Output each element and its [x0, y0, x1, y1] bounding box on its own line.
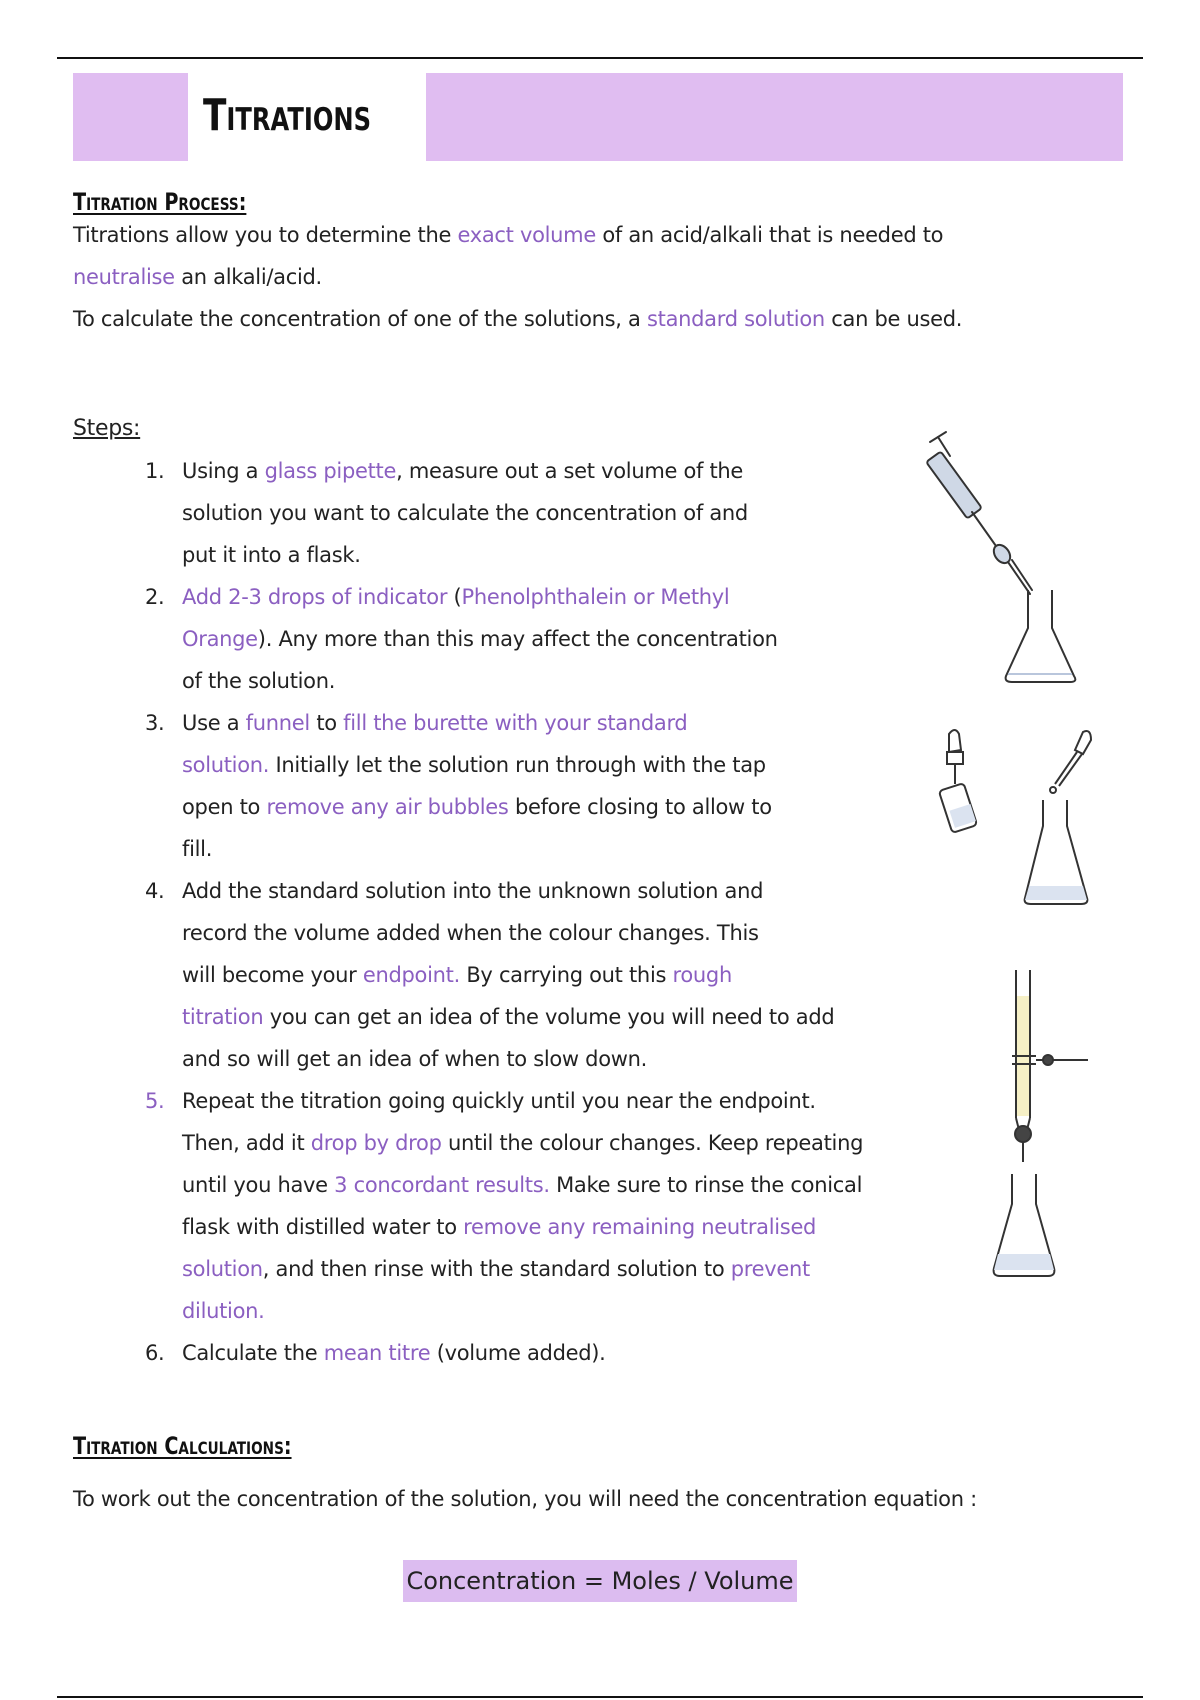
highlight-text: solution.: [182, 753, 270, 777]
body-text: flask with distilled water to: [182, 1215, 464, 1239]
page-title: Titrations: [203, 90, 372, 141]
body-text: Calculate the: [182, 1341, 324, 1365]
conical-flask-icon: [994, 1174, 1055, 1276]
body-text: (: [447, 585, 462, 609]
step-line: [182, 1038, 960, 1080]
highlight-text: 3 concordant results.: [334, 1173, 550, 1197]
step-line: [182, 870, 960, 912]
highlight-text: rough: [672, 963, 732, 987]
step-line: [182, 1248, 960, 1290]
body-text: ). Any more than this may affect the concentration: [257, 627, 778, 651]
body-text: (volume added).: [430, 1341, 606, 1365]
step-item: [140, 576, 960, 702]
body-text: Titrations allow you to determine the: [73, 223, 458, 247]
step-line: [182, 1122, 960, 1164]
body-text: an alkali/acid.: [174, 265, 322, 289]
conical-flask-icon: [1006, 590, 1076, 682]
step-line: [182, 1332, 960, 1374]
highlight-text: funnel: [245, 711, 310, 735]
body-text: can be used.: [824, 307, 963, 331]
highlight-text: remove any remaining neutralised: [463, 1215, 817, 1239]
step-line: [182, 492, 960, 534]
body-text: , measure out a set volume of the: [396, 459, 744, 483]
highlight-text: drop by drop: [310, 1131, 442, 1155]
body-text: Make sure to rinse the conical: [549, 1173, 863, 1197]
body-text: fill.: [182, 837, 213, 861]
step-line: [182, 450, 960, 492]
pipette-icon: [926, 432, 1032, 594]
equation-row: [0, 1560, 1200, 1602]
body-text: until you have: [182, 1173, 335, 1197]
highlight-text: standard solution: [647, 307, 825, 331]
body-text: Then, add it: [182, 1131, 311, 1155]
title-band-left: [73, 73, 188, 161]
concentration-equation: Concentration = Moles / Volume: [403, 1560, 796, 1602]
intro-line: [73, 256, 322, 298]
step-line: [182, 702, 960, 744]
step-line: [182, 1164, 960, 1206]
intro-line: [73, 298, 962, 340]
body-text: To calculate the concentration of one of the solutions, a: [73, 307, 647, 331]
step-line: [182, 1206, 960, 1248]
step-item: [140, 1080, 960, 1332]
step-line: [182, 912, 960, 954]
body-text: Use a: [182, 711, 246, 735]
step-item: [140, 870, 960, 1080]
top-rule: [57, 57, 1143, 59]
step-line: [182, 660, 960, 702]
highlight-text: neutralise: [73, 265, 175, 289]
step-line: [182, 744, 960, 786]
title-band-right: [426, 73, 1123, 161]
title-band: [73, 73, 1123, 161]
steps-list: [140, 450, 960, 1374]
highlight-text: titration: [182, 1005, 264, 1029]
highlight-text: exact volume: [457, 223, 596, 247]
body-text: , and then rinse with the standard solution to: [262, 1257, 731, 1281]
body-text: solution you want to calculate the concentration of and: [182, 501, 748, 525]
body-text: Initially let the solution run through with the tap: [269, 753, 766, 777]
body-text: Using a: [182, 459, 265, 483]
highlight-text: Add 2-3 drops of indicator: [182, 585, 448, 609]
intro-line: [73, 214, 943, 256]
dropper-icon: [1050, 731, 1091, 793]
highlight-text: fill the burette with your standard: [343, 711, 688, 735]
step-line: [182, 1080, 960, 1122]
highlight-text: prevent: [730, 1257, 810, 1281]
step-line: [182, 1290, 960, 1332]
body-text: to: [309, 711, 344, 735]
body-text: Repeat the titration going quickly until you near the endpoint.: [182, 1089, 816, 1113]
highlight-text: endpoint.: [362, 963, 460, 987]
step-number: 1.: [145, 459, 165, 483]
burette-flask-illustration: [990, 968, 1100, 1288]
step-line: [182, 534, 960, 576]
step-number: 2.: [145, 585, 165, 609]
highlight-text: solution: [182, 1257, 263, 1281]
process-heading: Titration Process:: [73, 188, 247, 216]
conical-flask-icon: [1025, 800, 1088, 904]
step-number: 3.: [145, 711, 165, 735]
step-line: [182, 828, 960, 870]
body-text: put it into a flask.: [182, 543, 361, 567]
highlight-text: dilution.: [182, 1299, 265, 1323]
calculations-intro: To work out the concentration of the solution, you will need the concentration equation :: [73, 1487, 977, 1511]
burette-icon: [1012, 970, 1088, 1162]
body-text: open to: [182, 795, 267, 819]
body-text: By carrying out this: [459, 963, 673, 987]
body-text: Add the standard solution into the unknown solution and: [182, 879, 764, 903]
bottom-rule: [57, 1696, 1143, 1698]
step-line: [182, 576, 960, 618]
step-line: [182, 618, 960, 660]
body-text: of the solution.: [182, 669, 336, 693]
steps-label: Steps:: [73, 416, 141, 441]
step-item: [140, 450, 960, 576]
body-text: and so will get an idea of when to slow down.: [182, 1047, 648, 1071]
highlight-text: remove any air bubbles: [266, 795, 509, 819]
body-text: of an acid/alkali that is needed to: [595, 223, 944, 247]
dropper-flask-illustration: [935, 728, 1105, 908]
step-line: [182, 996, 960, 1038]
body-text: record the volume added when the colour changes. This: [182, 921, 759, 945]
step-item: [140, 1332, 960, 1374]
highlight-text: glass pipette: [264, 459, 397, 483]
pipette-flask-illustration: [920, 428, 1100, 688]
body-text: you can get an idea of the volume you will need to add: [263, 1005, 835, 1029]
highlight-text: Orange: [182, 627, 258, 651]
highlight-text: mean titre: [323, 1341, 431, 1365]
body-text: will become your: [182, 963, 363, 987]
highlight-text: Phenolphthalein or Methyl: [461, 585, 730, 609]
dropper-bottle-icon: [939, 730, 977, 833]
step-number: 5.: [145, 1089, 165, 1113]
body-text: before closing to allow to: [508, 795, 772, 819]
step-line: [182, 954, 960, 996]
body-text: until the colour changes. Keep repeating: [441, 1131, 864, 1155]
step-number: 6.: [145, 1341, 165, 1365]
step-line: [182, 786, 960, 828]
calculations-heading: Titration Calculations:: [73, 1432, 292, 1460]
step-item: [140, 702, 960, 870]
step-number: 4.: [145, 879, 165, 903]
